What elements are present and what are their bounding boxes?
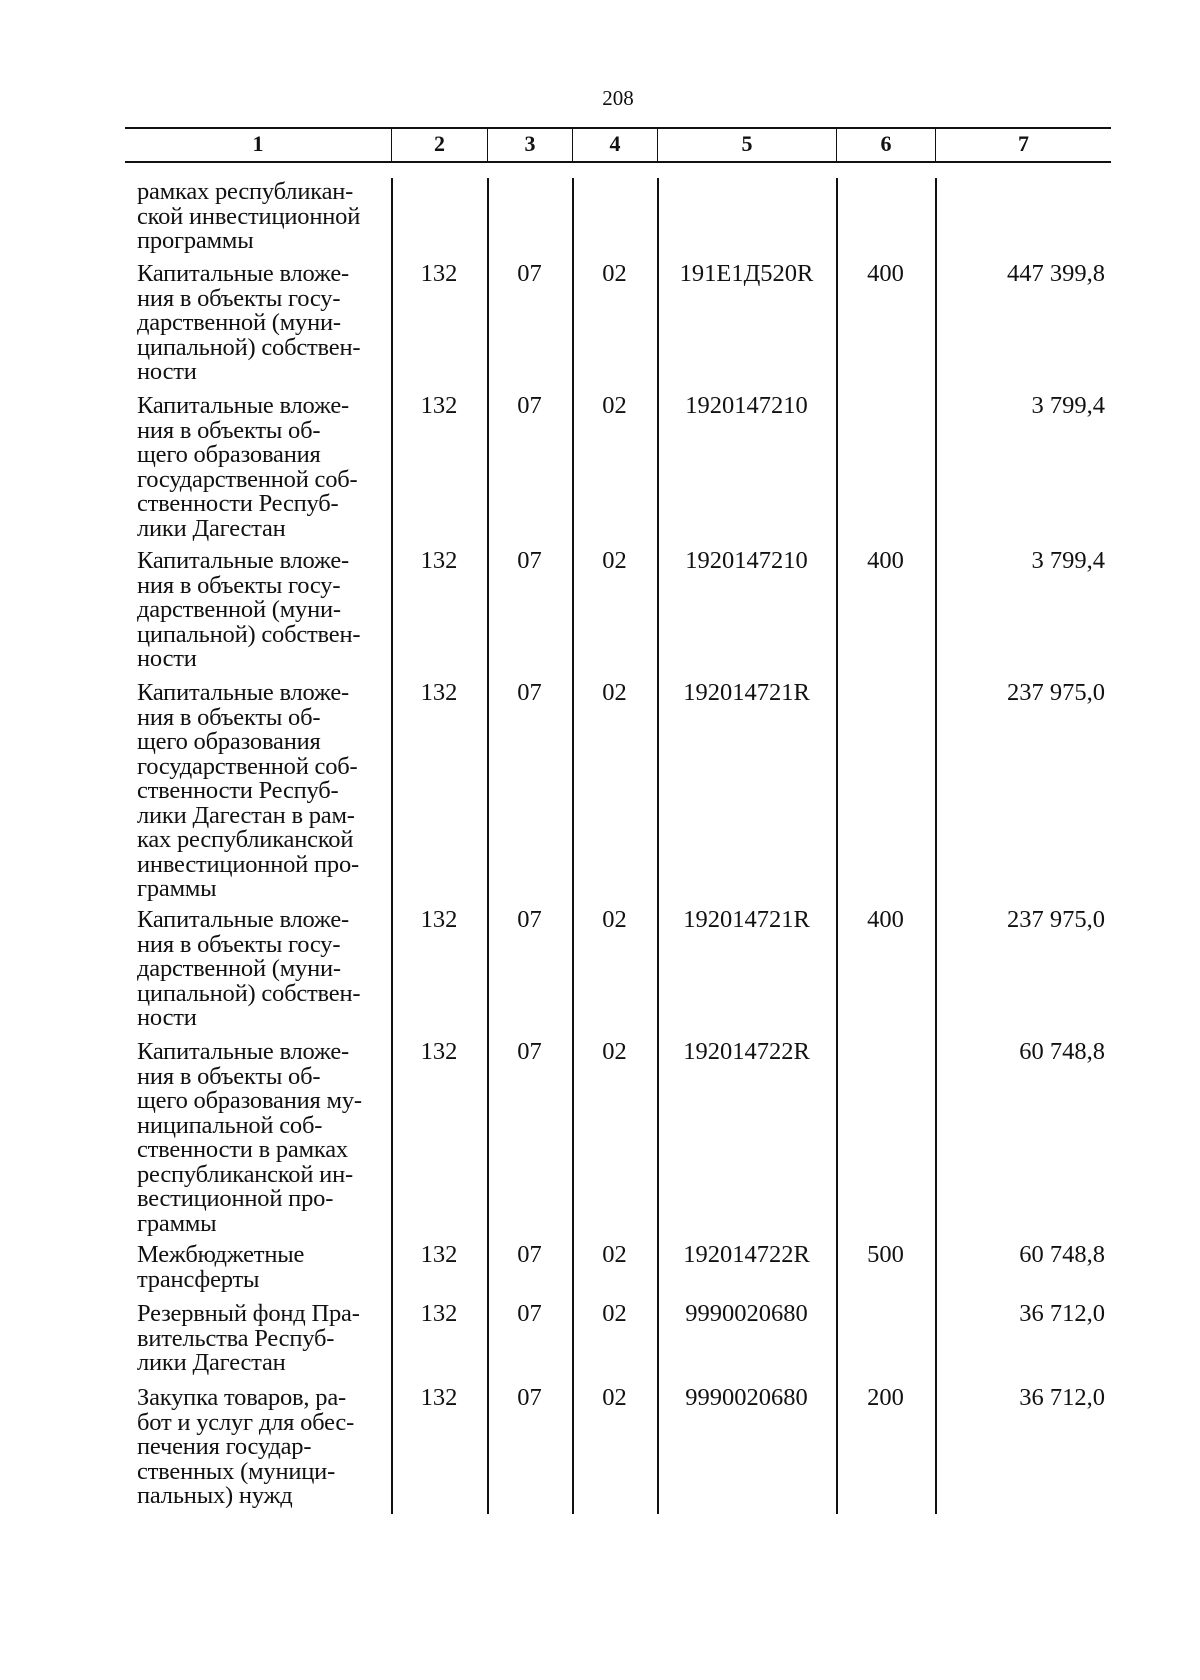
cell-col2: 132	[420, 547, 458, 574]
budget-table	[125, 178, 1111, 1514]
cell-col3: 07	[517, 1300, 542, 1327]
row-description: Капитальные вложе- ния в объекты об- щего образования государственной соб- ственности Респуб- лики Дагестан	[137, 392, 358, 542]
cell-col4: 02	[602, 1038, 627, 1065]
cell-col4: 02	[602, 547, 627, 574]
cell-col6	[836, 681, 935, 902]
cell-col3: 07	[517, 260, 542, 287]
table-header	[125, 127, 1111, 163]
row-description: Капитальные вложе- ния в объекты госу- дарственной (муни- ципальной) собствен- ности	[137, 260, 361, 385]
page-number: 208	[602, 86, 634, 110]
cell-col3: 07	[517, 392, 542, 419]
cell-col4: 02	[602, 906, 627, 933]
table-row	[125, 549, 1111, 672]
cell-col6: 500	[867, 1241, 904, 1268]
cell-col7: 60 748,8	[1019, 1038, 1105, 1065]
cell-col4: 02	[602, 260, 627, 287]
row-description: Межбюджетные трансферты	[137, 1241, 305, 1293]
table-row	[125, 262, 1111, 385]
cell-col4: 02	[602, 392, 627, 419]
cell-col7: 237 975,0	[1007, 906, 1105, 933]
cell-col6: 200	[867, 1384, 904, 1411]
table-row	[125, 1302, 1111, 1376]
row-description: Закупка товаров, ра- бот и услуг для обес- печения государ- ственных (муници- пальных) нужд	[137, 1384, 355, 1509]
cell-col7: 3 799,4	[1031, 547, 1105, 574]
cell-col2: 132	[420, 906, 458, 933]
cell-col6	[836, 1040, 935, 1236]
cell-col4: 02	[602, 1384, 627, 1411]
cell-col3: 07	[517, 679, 542, 706]
table-row	[125, 908, 1111, 1031]
cell-col5: 1920147210	[685, 392, 808, 419]
cell-col6: 400	[867, 260, 904, 287]
cell-col7: 447 399,8	[1007, 260, 1105, 287]
cell-col3: 07	[517, 547, 542, 574]
cell-col5: 192014722R	[683, 1241, 810, 1268]
cell-col7: 3 799,4	[1031, 392, 1105, 419]
table-row	[125, 1243, 1111, 1292]
table-row	[125, 394, 1111, 541]
cell-col5: 9990020680	[685, 1384, 808, 1411]
cell-col2: 132	[420, 1384, 458, 1411]
row-description: Резервный фонд Пра- вительства Респуб- лики Дагестан	[137, 1300, 360, 1376]
cell-col7: 237 975,0	[1007, 679, 1105, 706]
cell-col5: 192014721R	[683, 679, 810, 706]
table-row	[125, 681, 1111, 902]
cell-col4: 02	[602, 1241, 627, 1268]
cell-col5: 191Е1Д520R	[679, 260, 814, 287]
column-header-1: 1	[125, 129, 392, 161]
cell-col7: 36 712,0	[1019, 1384, 1105, 1411]
column-header-5: 5	[658, 129, 837, 161]
cell-col7: 60 748,8	[1019, 1241, 1105, 1268]
row-description: Капитальные вложе- ния в объекты об- щего образования му- ниципальной соб- ственности в рамках республиканской ин- вестиционной про- граммы	[137, 1038, 362, 1237]
cell-col3: 07	[517, 1384, 542, 1411]
column-header-4: 4	[573, 129, 658, 161]
cell-col6: 400	[867, 547, 904, 574]
table-row	[125, 1040, 1111, 1236]
cell-col5: 192014722R	[683, 1038, 810, 1065]
cell-col2: 132	[420, 1241, 458, 1268]
cell-col2: 132	[420, 260, 458, 287]
column-header-2: 2	[392, 129, 488, 161]
cell-col5: 1920147210	[685, 547, 808, 574]
cell-col2: 132	[420, 1038, 458, 1065]
cell-col3: 07	[517, 906, 542, 933]
table-row	[125, 1386, 1111, 1509]
cell-col6	[836, 394, 935, 541]
cell-col6	[836, 1302, 935, 1376]
cell-col5: 9990020680	[685, 1300, 808, 1327]
row-description: Капитальные вложе- ния в объекты госу- дарственной (муни- ципальной) собствен- ности	[137, 547, 361, 672]
cell-col2: 132	[420, 1300, 458, 1327]
cell-col2: 132	[420, 392, 458, 419]
column-header-7: 7	[1018, 131, 1029, 156]
cell-col3: 07	[517, 1241, 542, 1268]
row-description: Капитальные вложе- ния в объекты об- щего образования государственной соб- ственности Респуб- лики Дагестан в рам- ках республиканской инвестиционной про- граммы	[137, 679, 359, 902]
cell-col3: 07	[517, 1038, 542, 1065]
cell-col5: 192014721R	[683, 906, 810, 933]
cell-col4: 02	[602, 1300, 627, 1327]
cell-col7: 36 712,0	[1019, 1300, 1105, 1327]
column-header-3: 3	[488, 129, 573, 161]
cell-col2: 132	[420, 679, 458, 706]
column-header-6: 6	[837, 129, 936, 161]
table-row	[125, 180, 1111, 254]
cell-col4: 02	[602, 679, 627, 706]
row-description: рамках республикан- ской инвестиционной программы	[137, 178, 361, 254]
row-description: Капитальные вложе- ния в объекты госу- дарственной (муни- ципальной) собствен- ности	[137, 906, 361, 1031]
cell-col6: 400	[867, 906, 904, 933]
